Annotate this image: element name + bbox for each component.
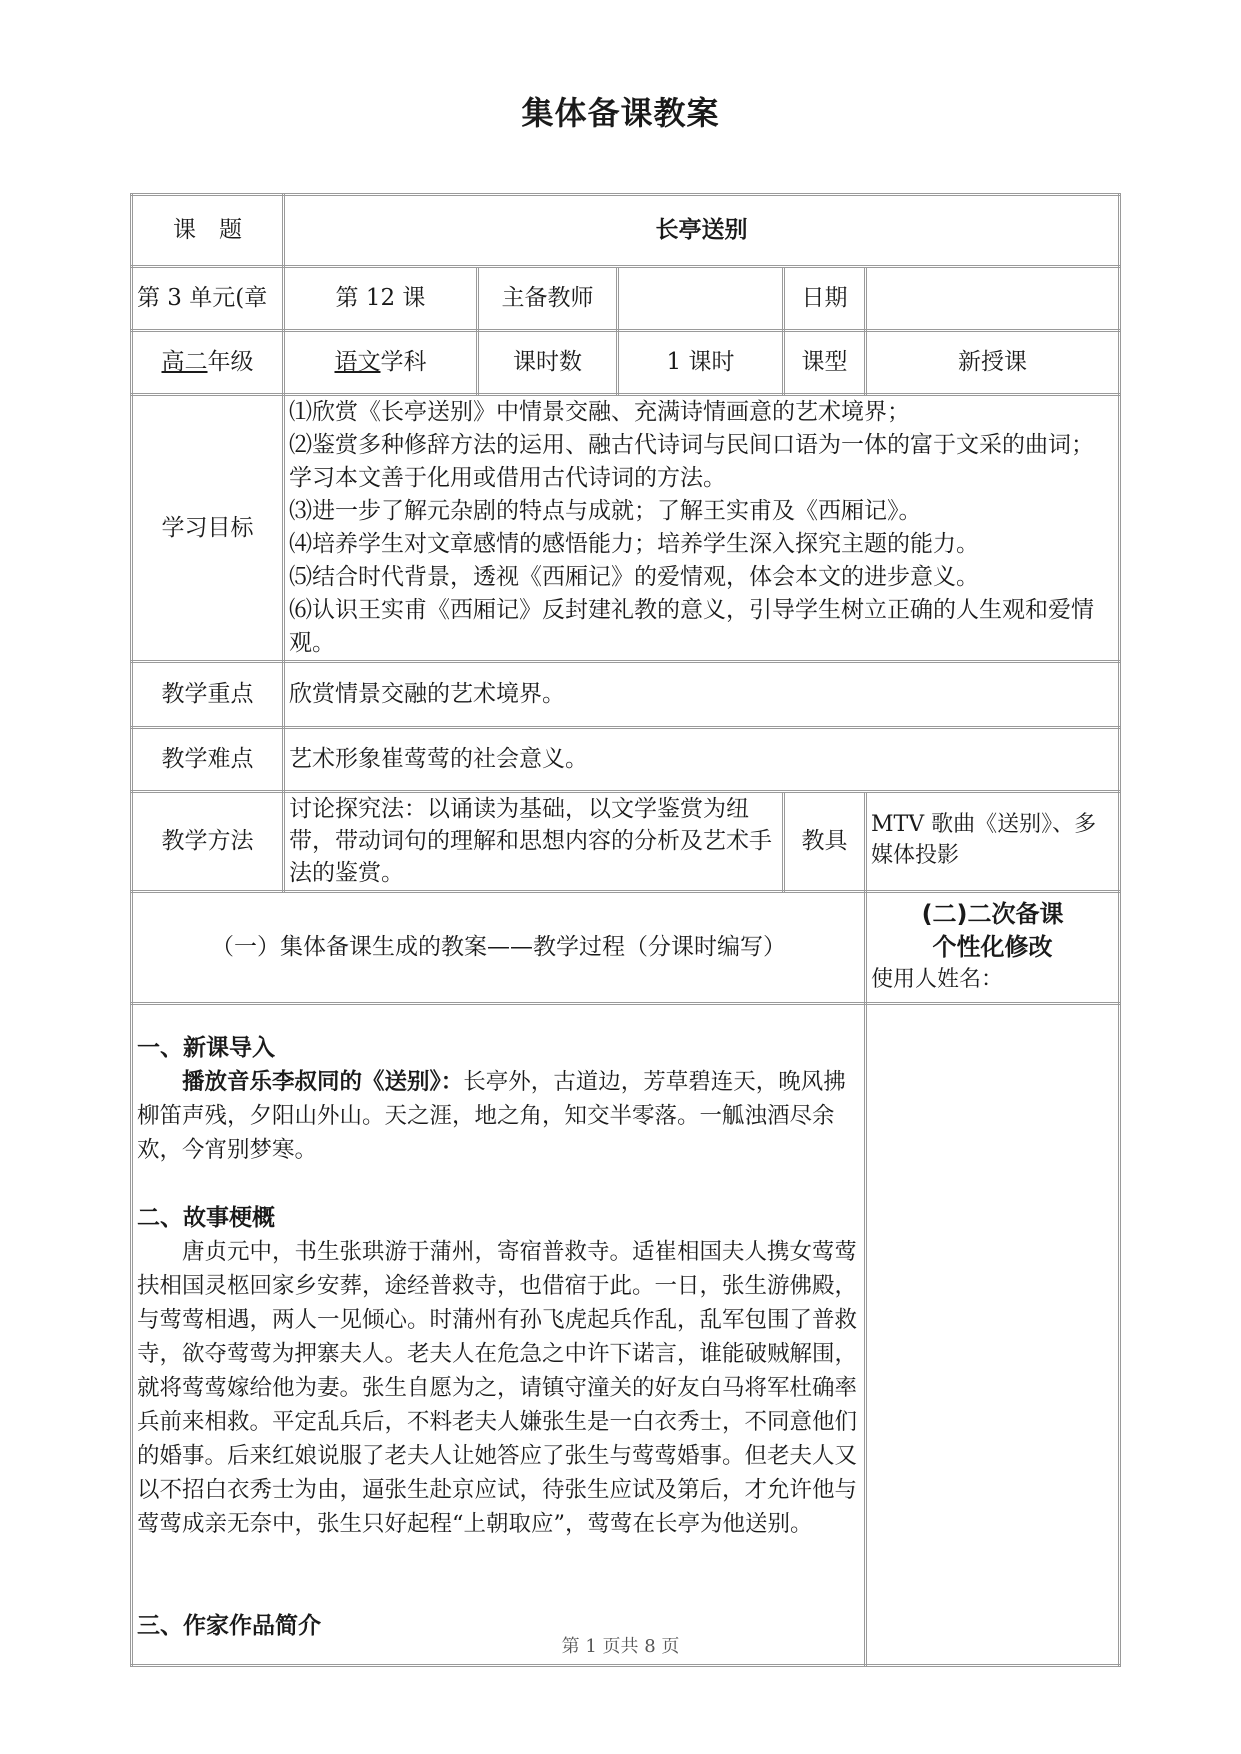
date-label: 日期 <box>784 267 866 331</box>
lyrics-text: 长亭外，古道边，芳草碧连天，晚风拂柳笛声残，夕阳山外山。天之涯，地之角，知交半零落。一觚浊酒尽余欢，今宵别梦寒。 <box>137 1068 846 1163</box>
section-title: 三、作家作品简介 <box>137 1612 321 1639</box>
subject-suffix: 学科 <box>380 349 427 376</box>
unit-cell: 第 3 单元(章 <box>132 267 284 331</box>
difficulty-label: 教学难点 <box>132 728 284 792</box>
row-key-point <box>132 662 1120 728</box>
subject-cell <box>284 331 478 395</box>
tools-label: 教具 <box>784 792 866 892</box>
date-value <box>866 267 1120 331</box>
section-title: 一、新课导入 <box>137 1034 275 1061</box>
second-prep-title: (二)二次备课 <box>921 900 1064 929</box>
type-label: 课型 <box>784 331 866 395</box>
lesson-cell: 第 12 课 <box>284 267 478 331</box>
page-footer: 第 1 页共 8 页 <box>561 1636 680 1657</box>
subject-underlined: 语文 <box>334 349 381 376</box>
goal-item: ⑷培养学生对文章感情的感悟能力；培养学生深入探究主题的能力。 <box>289 531 979 557</box>
row-goals <box>132 395 1120 662</box>
row-process-body <box>132 1003 1120 1665</box>
second-prep-subtitle: 个性化修改 <box>932 933 1053 962</box>
lesson-plan-table <box>130 193 1121 1667</box>
goal-item: ⑹认识王实甫《西厢记》反封建礼教的意义，引导学生树立正确的人生观和爱情观。 <box>289 597 1094 656</box>
goals-label: 学习目标 <box>132 395 284 662</box>
section-title: 二、故事梗概 <box>137 1204 275 1231</box>
hours-value: 1 课时 <box>618 331 784 395</box>
goal-item: ⑵鉴赏多种修辞方法的运用、融古代诗词与民间口语为一体的富于文采的曲词；学习本文善于化用或借用古代诗词的方法。 <box>289 432 1094 491</box>
teacher-value <box>618 267 784 331</box>
row-difficulty <box>132 728 1120 792</box>
row-topic <box>132 195 1120 267</box>
goal-item: ⑸结合时代背景，透视《西厢记》的爱情观，体会本文的进步意义。 <box>289 564 979 590</box>
row-grade <box>132 331 1120 395</box>
second-prep-cell <box>866 891 1120 1003</box>
goals-list <box>284 395 1120 662</box>
process-body <box>132 1003 866 1665</box>
user-name-label: 使用人姓名： <box>871 967 1004 993</box>
section-paragraph <box>137 1065 860 1167</box>
grade-suffix: 年级 <box>207 349 254 376</box>
difficulty-value: 艺术形象崔莺莺的社会意义。 <box>284 728 1120 792</box>
method-value: 讨论探究法：以诵读为基础，以文学鉴赏为纽带，带动词句的理解和思想内容的分析及艺术手法的鉴赏。 <box>284 792 784 892</box>
section-paragraph: 唐贞元中，书生张珙游于蒲州，寄宿普救寺。适崔相国夫人携女莺莺扶相国灵柩回家乡安葬，途经普救寺，也借宿于此。一日，张生游佛殿，与莺莺相遇，两人一见倾心。时蒲州有孙飞虎起兵作乱，乱军包围了普救寺，欲夺莺莺为押寨夫人。老夫人在危急之中许下诺言，谁能破贼解围，就将莺莺嫁给他为妻。张生自愿为之，请镇守潼关的好友白马将军杜确率兵前来相救。平定乱兵后，不料老夫人嫌张生是一白衣秀士，不同意他们的婚事。后来红娘说服了老夫人让她答应了张生与莺莺婚事。但老夫人又以不招白衣秀士为由，逼张生赴京应试，待张生应试及第后，才允许他与莺莺成亲无奈中，张生只好起程“上朝取应”，莺莺在长亭为他送别。 <box>137 1238 858 1537</box>
key-point-label: 教学重点 <box>132 662 284 728</box>
method-label: 教学方法 <box>132 792 284 892</box>
row-unit <box>132 267 1120 331</box>
type-value: 新授课 <box>866 331 1120 395</box>
row-method <box>132 792 1120 892</box>
personalized-notes-cell <box>866 1003 1120 1665</box>
teacher-label: 主备教师 <box>478 267 618 331</box>
row-process-header <box>132 891 1120 1003</box>
goal-item: ⑶进一步了解元杂剧的特点与成就；了解王实甫及《西厢记》。 <box>289 498 922 524</box>
topic-value: 长亭送别 <box>284 195 1120 267</box>
process-title: （一）集体备课生成的教案——教学过程（分课时编写） <box>132 891 866 1003</box>
key-point-value: 欣赏情景交融的艺术境界。 <box>284 662 1120 728</box>
topic-label: 课 题 <box>132 195 284 267</box>
tools-value: MTV 歌曲《送别》、多媒体投影 <box>866 792 1120 892</box>
hours-label: 课时数 <box>478 331 618 395</box>
grade-cell <box>132 331 284 395</box>
grade-underlined: 高二 <box>161 349 208 376</box>
music-lead: 播放音乐李叔同的《送别》： <box>182 1068 464 1095</box>
page-title: 集体备课教案 <box>521 94 720 132</box>
goal-item: ⑴欣赏《长亭送别》中情景交融、充满诗情画意的艺术境界； <box>289 399 910 425</box>
